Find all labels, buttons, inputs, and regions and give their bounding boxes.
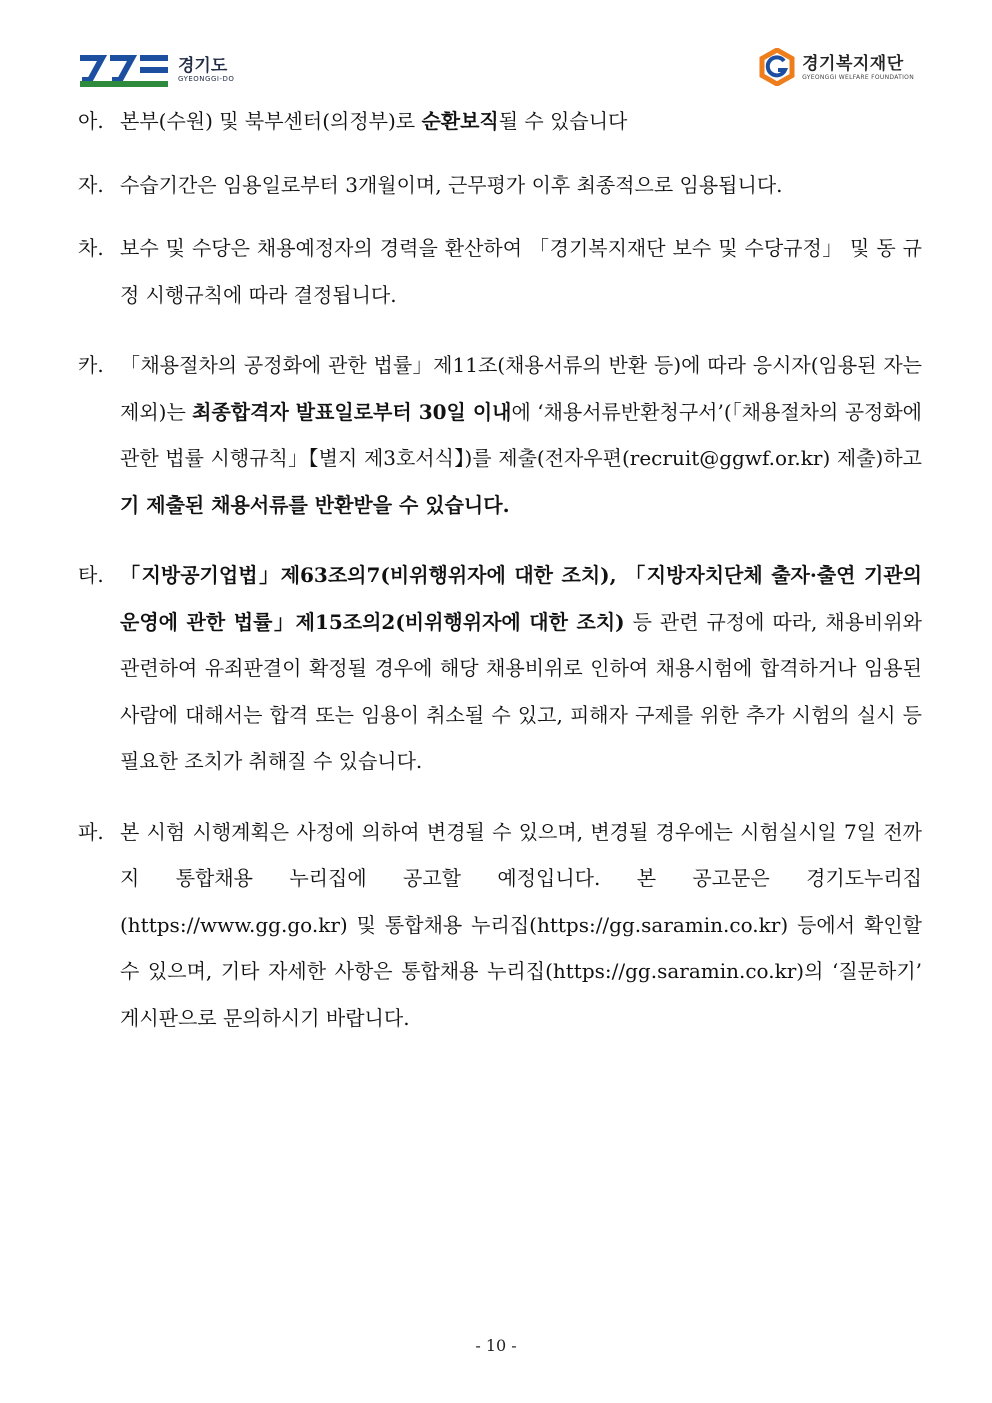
item-text: 에 ‘채용서류반환청구서’(「채용절차의 공정화에 관한 법률 시행규칙」【별지 제3호서식】)를 제출(전자우편(recruit@ggwf.or.kr) 제출)하고	[120, 399, 923, 470]
welfare-logo-name: 경기복지재단	[802, 53, 904, 74]
item-bold-text: 기 제출된 채용서류를 반환받을 수 있습니다.	[120, 492, 510, 517]
list-item-ja	[78, 162, 922, 209]
welfare-logo-sub: GYEONGGI WELFARE FOUNDATION	[802, 73, 914, 81]
item-text: 등 관련 규정에 따라, 채용비위와 관련하여 유죄판결이 확정될 경우에 해당 채용비위로 인하여 채용시험에 합격하거나 임용된 사람에 대해서는 합격 또는 임용이 취소될 수 있고, 피해자 구제를 위한 추가 시험의 실시 등 필요한 조치가 취해질 수 있습니다.	[120, 609, 922, 773]
item-bold-text: 순환보직	[421, 109, 499, 133]
item-text: 「채용절차의 공정화에 관한 법률」제11조(채용서류의 반환 등)에 따라 응시자(임용된 자는 제외)는	[120, 353, 922, 424]
item-text: 보수 및 수당은 채용예정자의 경력을 환산하여 「경기복지재단 보수 및 수당규정」 및 동 규정 시행규칙에 따라 결정됩니다.	[120, 236, 922, 307]
item-text: 본부(수원) 및 북부센터(의정부)로	[120, 109, 422, 133]
list-item-cha	[78, 225, 922, 318]
item-marker: 파.	[78, 819, 104, 844]
list-item-ka	[78, 342, 922, 528]
item-bold-text: 최종합격자 발표일로부터 30일 이내	[192, 399, 512, 424]
item-marker: 카.	[78, 353, 104, 377]
item-marker: 타.	[78, 563, 104, 587]
item-marker: 아.	[78, 109, 104, 133]
page-number: - 10 -	[475, 1336, 517, 1355]
page-header	[0, 0, 992, 100]
list-item-pa	[78, 809, 922, 1042]
hexagon-g-icon	[758, 48, 796, 86]
gyeonggi-logo-name: 경기도	[178, 56, 228, 76]
item-marker: 차.	[78, 236, 104, 260]
gyeonggi-logo-sub: GYEONGGI-DO	[178, 75, 235, 83]
welfare-foundation-logo	[758, 48, 914, 86]
item-text: 수습기간은 임용일로부터 3개월이며, 근무평가 이후 최종적으로 임용됩니다.	[120, 172, 783, 197]
item-text: 본 시험 시행계획은 사정에 의하여 변경될 수 있으며, 변경될 경우에는 시험실시일 7일 전까지 통합채용 누리집에 공고할 예정입니다. 본 공고문은 경기도누리집(https://www.gg.go.kr) 및 통합채용 누리집(https://gg.saramin.co.kr) 등에서 확인할 수 있으며, 기타 자세한 사항은 통합채용 누리집(https://gg.saramin.co.kr)의 ‘질문하기’ 게시판으로 문의하시기 바랍니다.	[120, 819, 922, 1030]
gyeonggi-do-logo	[78, 50, 234, 90]
item-bold-text: 「지방공기업법」제63조의7(비위행위자에 대한 조치), 「지방자치단체 출자·출연 기관의 운영에 관한 법률」제15조의2(비위행위자에 대한 조치)	[120, 563, 922, 634]
gyeonggi-wave-icon	[78, 52, 170, 88]
list-item-ta	[78, 552, 922, 785]
item-marker: 자.	[78, 172, 104, 197]
list-item-a	[78, 98, 922, 145]
document-body	[78, 98, 922, 1041]
item-text: 될 수 있습니다	[498, 109, 628, 133]
